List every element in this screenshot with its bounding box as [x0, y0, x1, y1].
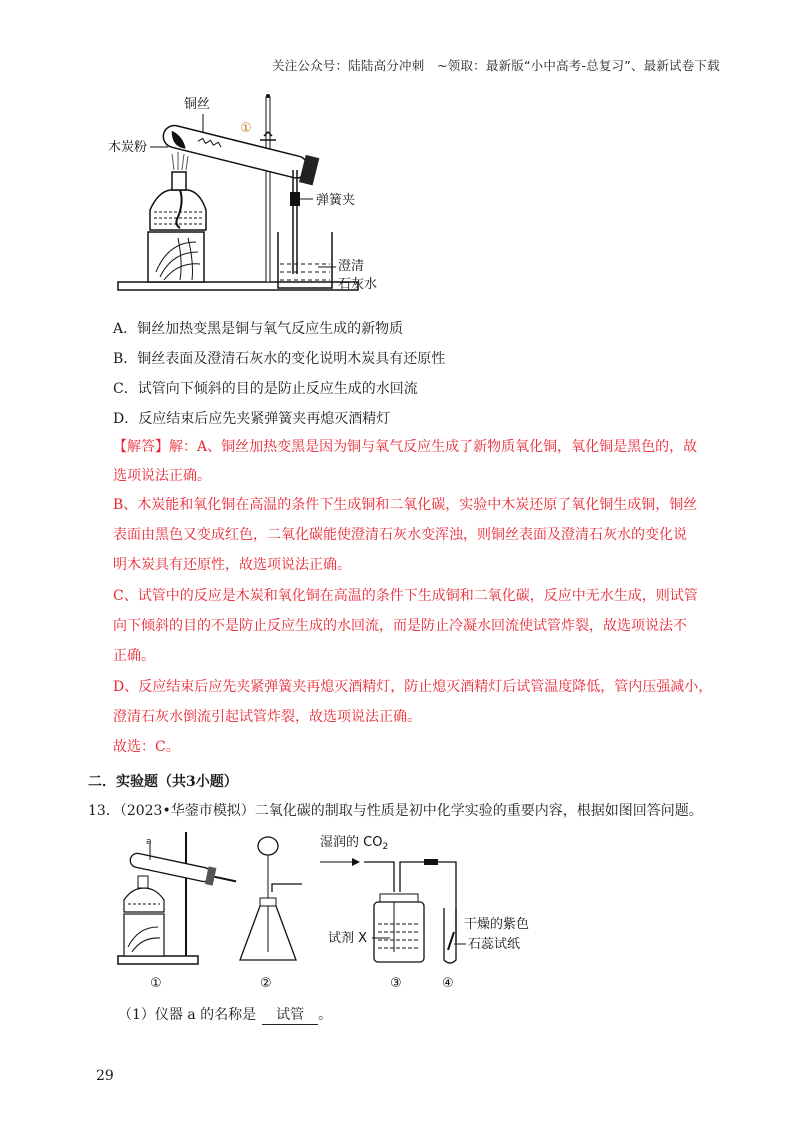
label-limewater-2: 石灰水: [338, 277, 378, 292]
answer-line-4: 表面由黑色又变成红色，二氧化碳能使澄清石灰水变浑浊，则铜丝表面及澄清石灰水的变化说: [113, 527, 687, 543]
figure-charcoal-reduction-apparatus: [108, 92, 408, 300]
answer-line-9: D、反应结束后应先夹紧弹簧夹再熄灭酒精灯，防止熄灭酒精灯后试管温度降低，管内压强减小，: [113, 679, 713, 695]
answer-line-2: 选项说法正确。: [113, 468, 211, 484]
label-n1: ①: [150, 976, 162, 991]
option-b: B．铜丝表面及澄清石灰水的变化说明木炭具有还原性: [113, 351, 446, 367]
answer-line-10: 澄清石灰水倒流引起试管炸裂，故选项说法正确。: [113, 709, 421, 725]
option-d: D．反应结束后应先夹紧弹簧夹再熄灭酒精灯: [113, 411, 391, 427]
label-reagent-x: 试剂 X: [328, 931, 368, 946]
label-n2: ②: [260, 976, 272, 991]
label-circle-1: ①: [240, 121, 252, 136]
label-wet-co2: 湿润的 $CO_2$: [320, 835, 389, 852]
answer-line-5: 明木炭具有还原性，故选项说法正确。: [113, 557, 351, 573]
page-header: 关注公众号：陆陆高分冲刺 ~领取：最新版“小中高考-总复习”、最新试卷下载: [272, 58, 720, 73]
figure-co2-apparatus: [110, 832, 550, 992]
subquestion-1-prefix: （1）仪器 a 的名称是: [118, 1007, 257, 1023]
answer-line-8: 正确。: [113, 648, 155, 664]
label-spring-clip: 弹簧夹: [316, 193, 356, 208]
question-13: 13．（2023•华蓥市模拟）二氧化碳的制取与性质是初中化学实验的重要内容，根据如图回答问题。: [88, 803, 703, 819]
option-a: A．铜丝加热变黑是铜与氧气反应生成的新物质: [113, 321, 404, 337]
subquestion-1: [118, 1004, 332, 1025]
answer-line-6: C、试管中的反应是木炭和氧化铜在高温的条件下生成铜和二氧化碳，反应中无水生成，则试管: [113, 588, 698, 604]
label-charcoal: 木炭粉: [108, 140, 148, 155]
label-n3: ③: [390, 976, 402, 991]
label-limewater-1: 澄清: [338, 259, 365, 274]
label-a: a: [146, 837, 152, 847]
answer-line-3: B、木炭能和氧化铜在高温的条件下生成铜和二氧化碳，实验中木炭还原了氧化铜生成铜，铜丝: [113, 497, 698, 513]
label-n4: ④: [442, 976, 454, 991]
answer-line-1: 【解答】解：A、铜丝加热变黑是因为铜与氧气反应生成了新物质氧化铜，氧化铜是黑色的，故: [113, 439, 698, 455]
answer-line-7: 向下倾斜的目的不是防止反应生成的水回流，而是防止冷凝水回流使试管炸裂，故选项说法不: [113, 618, 687, 634]
subquestion-1-suffix: 。: [318, 1007, 333, 1023]
answer-conclusion: 故选：C。: [113, 739, 180, 755]
subquestion-1-answer: 试管: [262, 1004, 318, 1025]
label-dry-purple-2: 石蕊试纸: [468, 937, 521, 952]
page-number: 29: [96, 1068, 114, 1084]
section-title: 二．实验题（共3小题）: [88, 774, 238, 790]
label-copper-wire: 铜丝: [184, 97, 211, 112]
option-c: C．试管向下倾斜的目的是防止反应生成的水回流: [113, 381, 418, 397]
label-dry-purple-1: 干燥的紫色: [464, 917, 530, 932]
